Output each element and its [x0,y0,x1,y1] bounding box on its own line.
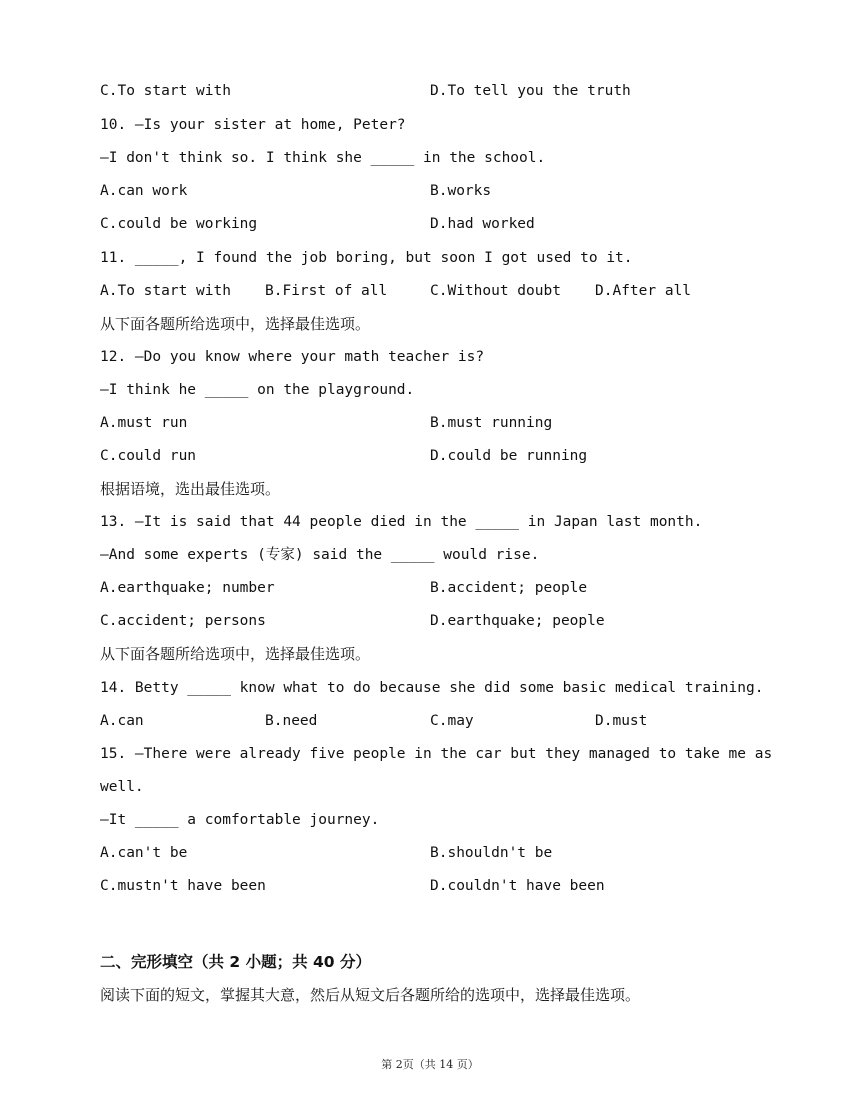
question-10: 10. —Is your sister at home, Peter? [100,117,406,133]
page-footer: 第 2页（共 14 页） [381,1058,479,1071]
option-d: D.To tell you the truth [430,83,631,99]
q15-option-a: A.can't be [100,845,188,861]
question-14: 14. Betty _____ know what to do because she did some basic medical training. [100,680,764,696]
q14-option-c: C.may [430,713,474,729]
q11-option-a: A.To start with [100,283,231,299]
question-15-continued: well. [100,779,144,795]
q13-option-c: C.accident; persons [100,613,266,629]
option-c: C.To start with [100,83,231,99]
q12-option-c: C.could run [100,448,197,464]
q15-option-c: C.mustn't have been [100,878,266,894]
q11-option-c: C.Without doubt [430,283,561,299]
question-13: 13. —It is said that 44 people died in the _____ in Japan last month. [100,514,703,530]
q10-option-b: B.works [430,183,492,199]
q10-option-d: D.had worked [430,216,535,232]
question-10-reply: —I don't think so. I think she _____ in the school. [100,150,546,166]
q14-option-a: A.can [100,713,144,729]
q13-option-a: A.earthquake; number [100,580,275,596]
q10-option-a: A.can work [100,183,188,199]
question-12: 12. —Do you know where your math teacher is? [100,349,485,365]
question-13-reply: —And some experts (专家) said the _____ would rise. [100,547,540,563]
instruction: 根据语境，选出最佳选项。 [100,480,281,498]
section-heading: 二、完形填空（共 2 小题；共 40 分） [100,953,371,971]
question-15: 15. —There were already five people in the car but they managed to take me as [100,746,773,762]
q14-option-d: D.must [595,713,648,729]
q14-option-b: B.need [265,713,318,729]
q11-option-d: D.After all [595,283,692,299]
instruction: 阅读下面的短文，掌握其大意，然后从短文后各题所给的选项中，选择最佳选项。 [100,986,641,1004]
q11-option-b: B.First of all [265,283,388,299]
q12-option-d: D.could be running [430,448,588,464]
question-15-reply: —It _____ a comfortable journey. [100,812,380,828]
q13-option-d: D.earthquake; people [430,613,605,629]
instruction: 从下面各题所给选项中，选择最佳选项。 [100,645,371,663]
q15-option-b: B.shouldn't be [430,845,553,861]
q13-option-b: B.accident; people [430,580,588,596]
q12-option-a: A.must run [100,415,188,431]
q10-option-c: C.could be working [100,216,258,232]
question-11: 11. _____, I found the job boring, but soon I got used to it. [100,250,633,266]
q12-option-b: B.must running [430,415,553,431]
q15-option-d: D.couldn't have been [430,878,605,894]
instruction: 从下面各题所给选项中，选择最佳选项。 [100,315,371,333]
question-12-reply: —I think he _____ on the playground. [100,382,415,398]
